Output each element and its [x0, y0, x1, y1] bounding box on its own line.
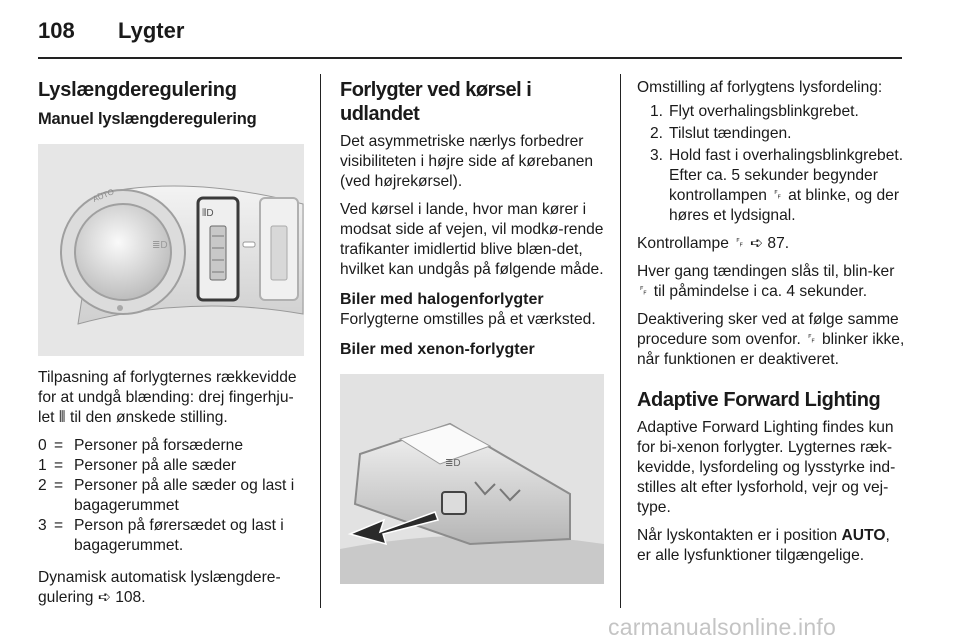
headlight-switch-illustration	[38, 144, 304, 356]
paragraph-afl-2: Når lyskontakten er i position AUTO, er alle lysfunktioner tilgængelige.	[637, 527, 890, 564]
paragraph-hver-gang: Hver gang tændingen slås til, blin-ker ␌ til påmindelse i ca. 4 sekunder.	[637, 263, 895, 300]
watermark: carmanualsonline.info	[608, 614, 836, 640]
page-number: 108	[38, 18, 75, 43]
svg-text:⦀D: ⦀D	[202, 208, 214, 219]
subheading-manuel: Manuel lyslængderegulering	[38, 110, 257, 128]
auto-label: AUTO	[91, 187, 116, 204]
paragraph-kontrollampe: Kontrollampe ␌ ➪ 87.	[637, 235, 790, 252]
legend-row: 0 = Personer på forsæderne	[38, 437, 244, 454]
column-divider-1	[320, 74, 321, 608]
column-1	[38, 78, 306, 616]
headlight-switch-image	[38, 144, 304, 356]
paragraph-modsat-side: Ved kørsel i lande, hvor man kører i modsat side af vejen, vil modkø-rende trafikanter imidlertid blive blæn-det, hvilket kan undgås på følgende måde.	[340, 201, 604, 278]
heading-halogen: Biler med halogenforlygter	[340, 291, 544, 308]
auto-position: AUTO	[841, 527, 886, 544]
header-rule	[38, 57, 902, 59]
legend-row: 2 = Personer på alle sæder og last i bagagerummet	[38, 477, 295, 514]
paragraph-halogen: Forlygterne omstilles på et værksted.	[340, 311, 596, 328]
legend-row: 1 = Personer på alle sæder	[38, 457, 237, 474]
section-heading-udlandet: Forlygter ved kørsel i udlandet	[340, 79, 532, 125]
flasher-lever-image	[340, 374, 604, 584]
page-header	[38, 18, 185, 44]
paragraph-dynamisk: Dynamisk automatisk lyslængdere-gulering ➪ 108.	[38, 569, 281, 606]
paragraph-deaktivering: Deaktivering sker ved at følge samme procedure som ovenfor. ␌ blinker ikke, når funktionen er deaktiveret.	[637, 311, 905, 368]
column-3	[637, 78, 905, 574]
list-item: 2. Tilslut tændingen.	[649, 125, 792, 142]
heading-xenon: Biler med xenon-forlygter	[340, 341, 535, 358]
position-legend	[38, 436, 306, 556]
list-item: 3. Hold fast i overhalingsblinkgrebet. Efter ca. 5 sekunder begynder kontrollampen ␌ at blinke, og der høres et lydsignal.	[649, 147, 904, 224]
paragraph-omstilling: Omstilling af forlygtens lysfordeling:	[637, 79, 883, 96]
paragraph-asymmetriske: Det asymmetriske nærlys forbedrer visibiliteten i højre side af kørebanen (ved højrekørsel).	[340, 133, 594, 190]
column-2	[340, 78, 604, 584]
column-divider-2	[620, 74, 621, 608]
svg-text:≣D: ≣D	[152, 240, 168, 251]
paragraph-afl-1: Adaptive Forward Lighting findes kun for bi-xenon forlygter. Lygternes ræk-kevidde, lysfordeling og lysstyrke ind-stilles alt efter lysforhold, vejr og vej-type.	[637, 419, 896, 516]
chapter-title: Lygter	[118, 18, 185, 43]
legend-row: 3 = Person på førersædet og last i bagagerummet.	[38, 517, 284, 554]
list-item: 1. Flyt overhalingsblinkgrebet.	[649, 103, 859, 120]
steps-list	[637, 102, 905, 226]
section-heading-afl: Adaptive Forward Lighting	[637, 389, 881, 411]
paragraph-tilpasning: Tilpasning af forlygternes rækkevidde for at undgå blænding: drej fingerhju-let ⦀ til den ønskede stilling.	[38, 369, 297, 426]
section-heading-lyslaengde: Lyslængderegulering	[38, 79, 237, 101]
flasher-lever-illustration	[340, 374, 604, 584]
svg-text:≣D: ≣D	[445, 458, 461, 469]
